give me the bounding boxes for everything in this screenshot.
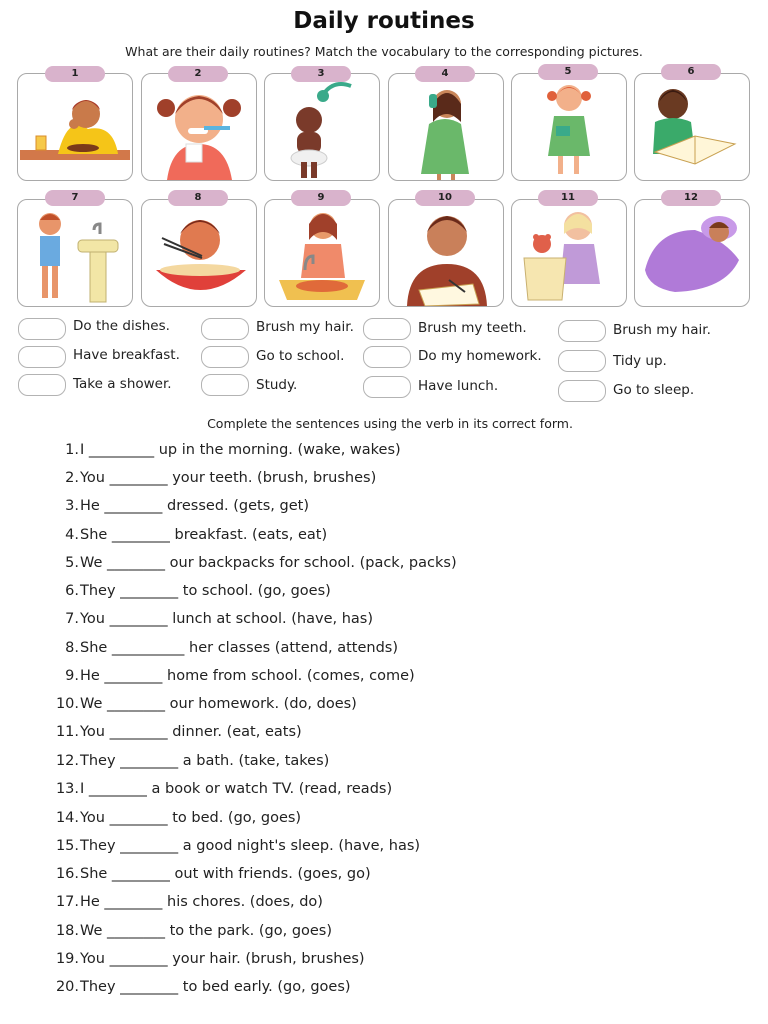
answer-box[interactable] xyxy=(558,320,606,342)
sentence-text: They ________ to bed early. (go, goes) xyxy=(80,979,351,995)
vocab-item: Tidy up. xyxy=(613,353,667,369)
picture-card-2 xyxy=(141,73,257,181)
sentence-text: They ________ a good night's sleep. (have, has) xyxy=(80,838,421,854)
sentence-text: You ________ dinner. (eat, eats) xyxy=(80,724,302,740)
sentence-text: You ________ to bed. (go, goes) xyxy=(80,810,302,826)
vocab-item: Have lunch. xyxy=(418,378,499,394)
walking-to-school-icon xyxy=(512,74,626,180)
sentence-text: You ________ your hair. (brush, brushes) xyxy=(80,951,365,967)
picture-card-6 xyxy=(634,73,750,181)
sentence-text: We ________ our backpacks for school. (pack, packs) xyxy=(80,555,457,571)
vocab-item: Brush my teeth. xyxy=(418,320,527,336)
complete-instruction: Complete the sentences using the verb in its correct form. xyxy=(207,416,573,431)
vocab-item: Take a shower. xyxy=(73,376,172,392)
sentence-text: I _________ up in the morning. (wake, wakes) xyxy=(80,442,401,458)
sentence-text: He ________ his chores. (does, do) xyxy=(80,894,323,910)
match-instruction: What are their daily routines? Match the vocabulary to the corresponding pictures. xyxy=(125,44,643,59)
sentence-number: 11. xyxy=(55,724,79,740)
picture-number-10: 10 xyxy=(415,190,475,206)
picture-number-4: 4 xyxy=(415,66,475,82)
sentence-number: 14. xyxy=(55,810,79,826)
sentence-text: They ________ to school. (go, goes) xyxy=(80,583,331,599)
sentence-number: 10. xyxy=(55,696,79,712)
vocab-item: Do my homework. xyxy=(418,348,542,364)
brushing-hair-icon xyxy=(389,74,503,180)
sentence-number: 16. xyxy=(55,866,79,882)
answer-box[interactable] xyxy=(363,346,411,368)
answer-box[interactable] xyxy=(201,318,249,340)
picture-number-11: 11 xyxy=(538,190,598,206)
brushing-teeth-icon xyxy=(142,74,256,180)
sentence-number: 6. xyxy=(65,583,79,599)
sentence-number: 20. xyxy=(55,979,79,995)
picture-card-7 xyxy=(17,199,133,307)
sentence-text: We ________ to the park. (go, goes) xyxy=(80,923,333,939)
picture-card-5 xyxy=(511,73,627,181)
sentence-number: 9. xyxy=(65,668,79,684)
picture-card-4 xyxy=(388,73,504,181)
sentence-number: 8. xyxy=(65,640,79,656)
sentence-number: 2. xyxy=(65,470,79,486)
picture-number-12: 12 xyxy=(661,190,721,206)
picture-number-7: 7 xyxy=(45,190,105,206)
sentence-text: He ________ dressed. (gets, get) xyxy=(80,498,309,514)
picture-card-3 xyxy=(264,73,380,181)
sleeping-icon xyxy=(635,200,749,306)
sentence-text: She __________ her classes (attend, attends) xyxy=(80,640,399,656)
answer-box[interactable] xyxy=(201,346,249,368)
sentence-number: 18. xyxy=(55,923,79,939)
picture-number-9: 9 xyxy=(291,190,351,206)
answer-box[interactable] xyxy=(558,350,606,372)
sentence-number: 13. xyxy=(55,781,79,797)
sentence-number: 4. xyxy=(65,527,79,543)
showering-icon xyxy=(265,74,379,180)
studying-icon xyxy=(635,74,749,180)
eating-breakfast-icon xyxy=(18,74,132,180)
picture-card-1 xyxy=(17,73,133,181)
eating-noodles-icon xyxy=(142,200,256,306)
vocab-item: Brush my hair. xyxy=(613,322,711,338)
page-title: Daily routines xyxy=(293,8,475,34)
sentence-number: 3. xyxy=(65,498,79,514)
sentence-text: They ________ a bath. (take, takes) xyxy=(80,753,330,769)
sentence-number: 1. xyxy=(65,442,79,458)
answer-box[interactable] xyxy=(558,380,606,402)
vocab-item: Have breakfast. xyxy=(73,347,180,363)
sentence-text: She ________ out with friends. (goes, go) xyxy=(80,866,371,882)
sentence-number: 19. xyxy=(55,951,79,967)
sentence-number: 15. xyxy=(55,838,79,854)
vocab-item: Go to school. xyxy=(256,348,345,364)
picture-number-8: 8 xyxy=(168,190,228,206)
picture-number-5: 5 xyxy=(538,64,598,80)
picture-number-2: 2 xyxy=(168,66,228,82)
picture-card-11 xyxy=(511,199,627,307)
washing-dishes-icon xyxy=(265,200,379,306)
answer-box[interactable] xyxy=(201,374,249,396)
picture-number-1: 1 xyxy=(45,66,105,82)
sentence-text: I ________ a book or watch TV. (read, reads) xyxy=(80,781,393,797)
vocab-item: Study. xyxy=(256,377,298,393)
sentence-number: 7. xyxy=(65,611,79,627)
answer-box[interactable] xyxy=(363,318,411,340)
sentence-number: 12. xyxy=(55,753,79,769)
washing-hands-icon xyxy=(18,200,132,306)
picture-card-10 xyxy=(388,199,504,307)
sentence-text: You ________ your teeth. (brush, brushes) xyxy=(80,470,377,486)
answer-box[interactable] xyxy=(18,374,66,396)
vocab-item: Do the dishes. xyxy=(73,318,170,334)
sentence-number: 17. xyxy=(55,894,79,910)
doing-homework-icon xyxy=(389,200,503,306)
sentence-number: 5. xyxy=(65,555,79,571)
sentence-text: She ________ breakfast. (eats, eat) xyxy=(80,527,328,543)
answer-box[interactable] xyxy=(18,346,66,368)
vocab-item: Go to sleep. xyxy=(613,382,695,398)
sentence-text: You ________ lunch at school. (have, has) xyxy=(80,611,374,627)
picture-number-6: 6 xyxy=(661,64,721,80)
picture-number-3: 3 xyxy=(291,66,351,82)
sentence-text: We ________ our homework. (do, does) xyxy=(80,696,357,712)
vocab-item: Brush my hair. xyxy=(256,319,354,335)
answer-box[interactable] xyxy=(18,318,66,340)
picture-card-9 xyxy=(264,199,380,307)
picture-card-8 xyxy=(141,199,257,307)
answer-box[interactable] xyxy=(363,376,411,398)
picture-card-12 xyxy=(634,199,750,307)
sentence-text: He ________ home from school. (comes, come) xyxy=(80,668,415,684)
tidying-toys-icon xyxy=(512,200,626,306)
